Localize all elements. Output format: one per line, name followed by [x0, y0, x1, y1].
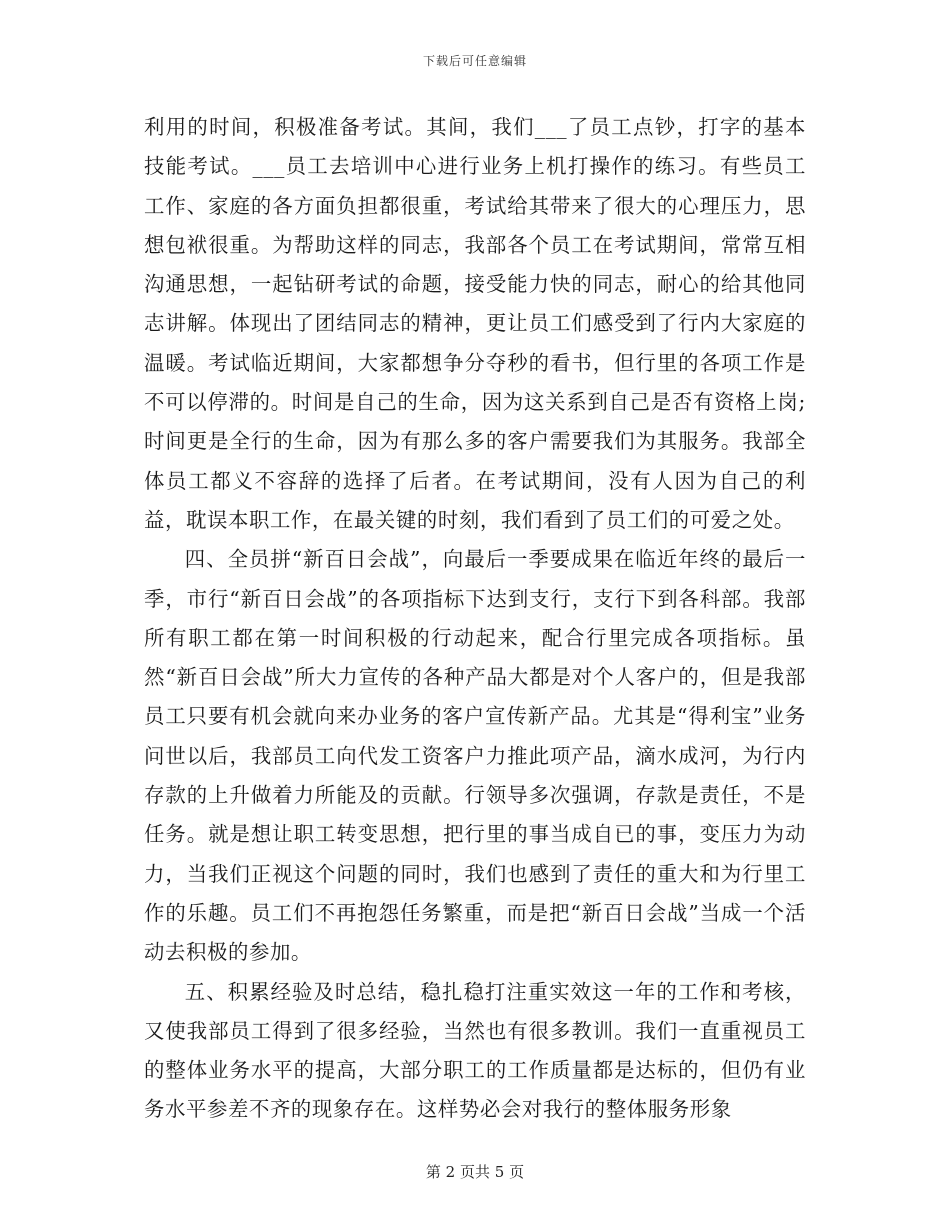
page-header: 下载后可任意编辑: [422, 54, 527, 68]
paragraph-1: 利用的时间，积极准备考试。其间，我们___了员工点钞，打字的基本技能考试。___员工去培训中心进行业务上机打操作的练习。有些员工工作、家庭的各方面负担都很重，考试给其带来了很大的心理压力，思想包袱很重。为帮助这样的同志，我部各个员工在考试期间，常常互相沟通思想，一起钻研考试的命题，接受能力快的同志，耐心的给其他同志讲解。体现出了团结同志的精神，更让员工们感受到了行内大家庭的温暖。考试临近期间，大家都想争分夺秒的看书，但行里的各项工作是不可以停滞的。时间是自己的生命，因为这关系到自己是否有资格上岗;时间更是全行的生命，因为有那么多的客户需要我们为其服务。我部全体员工都义不容辞的选择了后者。在考试期间，没有人因为自己的利益，耽误本职工作，在最关键的时刻，我们看到了员工们的可爱之处。: [144, 115, 806, 532]
paragraph-3: 五、积累经验及时总结，稳扎稳打注重实效这一年的工作和考核，又使我部员工得到了很多经验，当然也有很多教训。我们一直重视员工的整体业务水平的提高，大部分职工的工作质量都是达标的，但仍有业务水平参差不齐的现象存在。这样势必会对我行的整体服务形象: [144, 979, 806, 1122]
document-body: [144, 108, 806, 1130]
page-footer: 第 2 页共 5 页: [425, 1163, 525, 1181]
paragraph-2: 四、全员拼“新百日会战”，向最后一季要成果在临近年终的最后一季，市行“新百日会战”的各项指标下达到支行，支行下到各科部。我部所有职工都在第一时间积极的行动起来，配合行里完成各项指标。虽然“新百日会战”所大力宣传的各种产品大都是对个人客户的，但是我部员工只要有机会就向来办业务的客户宣传新产品。尤其是“得利宝”业务问世以后，我部员工向代发工资客户力推此项产品，滴水成河，为行内存款的上升做着力所能及的贡献。行领导多次强调，存款是责任，不是任务。就是想让职工转变思想，把行里的事当成自已的事，变压力为动力，当我们正视这个问题的同时，我们也感到了责任的重大和为行里工作的乐趣。员工们不再抱怨任务繁重，而是把“新百日会战”当成一个活动去积极的参加。: [144, 547, 806, 965]
